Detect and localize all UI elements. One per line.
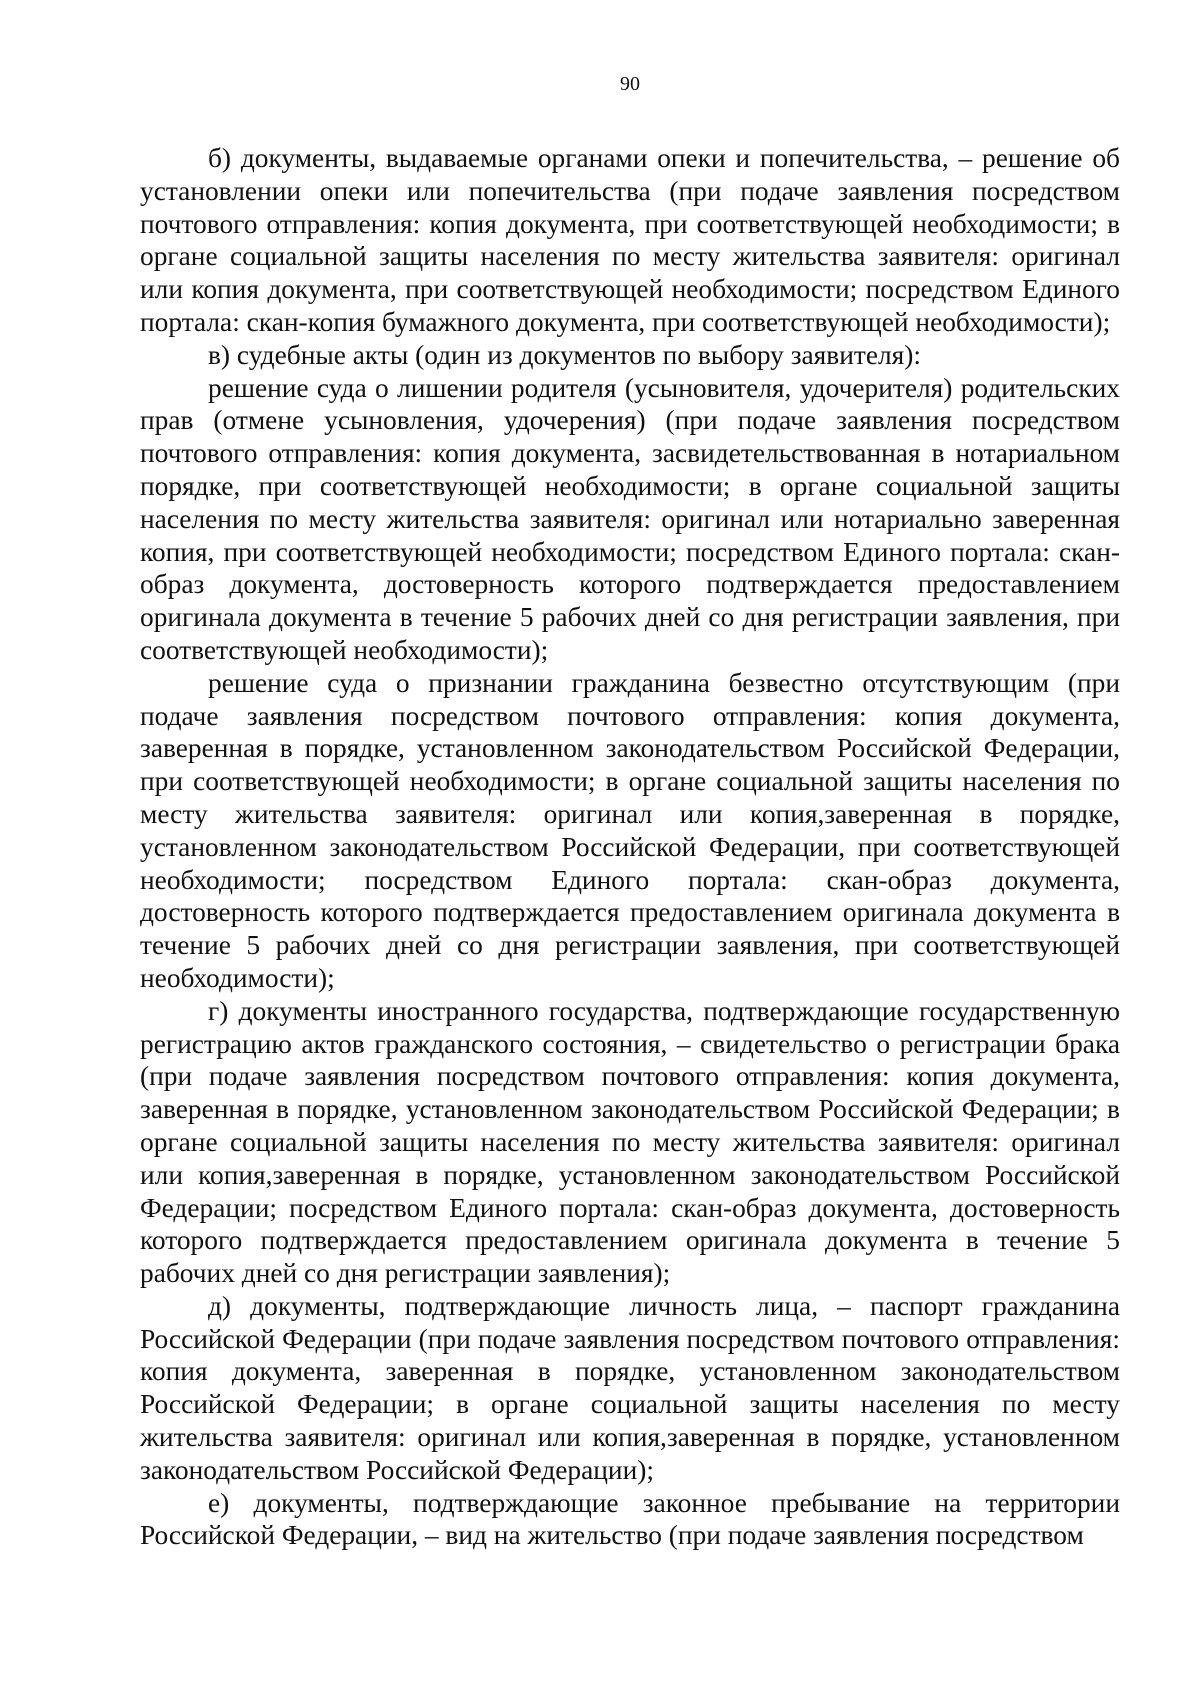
document-body	[140, 142, 1120, 1552]
paragraph-e: е) документы, подтверждающие законное пребывание на территории Российской Федерации, – вид на жительство (при подаче заявления посредством	[140, 1487, 1120, 1551]
paragraph-d: д) документы, подтверждающие личность лица, – паспорт гражданина Российской Федерации (при подаче заявления посредством почтового отправления: копия документа, заверенная в порядке, установленном законодательством Российской Федерации; в органе социальной защиты населения по месту жительства заявителя: оригинал или копия,заверенная в порядке, установленном законодательством Российской Федерации);	[140, 1290, 1120, 1485]
paragraph-b: б) документы, выдаваемые органами опеки и попечительства, – решение об установлении опеки или попечительства (при подаче заявления посредством почтового отправления: копия документа, при соответствующей необходимости; в органе социальной защиты населения по месту жительства заявителя: оригинал или копия документа, при соответствующей необходимости; посредством Единого портала: скан-копия бумажного документа, при соответствующей необходимости);	[140, 143, 1120, 337]
page-number: 90	[620, 73, 640, 95]
paragraph-g: г) документы иностранного государства, подтверждающие государственную регистрацию актов гражданского состояния, – свидетельство о регистрации брака (при подаче заявления посредством почтового отправления: копия документа, заверенная в порядке, установленном законодательством Российской Федерации; в органе социальной защиты населения по месту жительства заявителя: оригинал или копия,заверенная в порядке, установленном законодательством Российской Федерации; посредством Единого портала: скан-образ документа, достоверность которого подтверждается предоставлением оригинала документа в течение 5 рабочих дней со дня регистрации заявления);	[140, 995, 1120, 1289]
paragraph-court-deprivation: решение суда о лишении родителя (усыновителя, удочерителя) родительских прав (отмене усыновления, удочерения) (при подаче заявления посредством почтового отправления: копия документа, засвидетельствованная в нотариальном порядке, при соответствующей необходимости; в органе социальной защиты населения по месту жительства заявителя: оригинал или нотариально заверенная копия, при соответствующей необходимости; посредством Единого портала: скан-образ документа, достоверность которого подтверждается предоставлением оригинала документа в течение 5 рабочих дней со дня регистрации заявления, при соответствующей необходимости);	[140, 372, 1120, 665]
paragraph-v: в) судебные акты (один из документов по выбору заявителя):	[208, 339, 921, 370]
paragraph-court-missing: решение суда о признании гражданина безвестно отсутствующим (при подаче заявления посредством почтового отправления: копия документа, заверенная в порядке, установленном законодательством Российской Федерации, при соответствующей необходимости; в органе социальной защиты населения по месту жительства заявителя: оригинал или копия,заверенная в порядке, установленном законодательством Российской Федерации, при соответствующей необходимости; посредством Единого портала: скан-образ документа, достоверность которого подтверждается предоставлением оригинала документа в течение 5 рабочих дней со дня регистрации заявления, при соответствующей необходимости);	[140, 667, 1120, 993]
